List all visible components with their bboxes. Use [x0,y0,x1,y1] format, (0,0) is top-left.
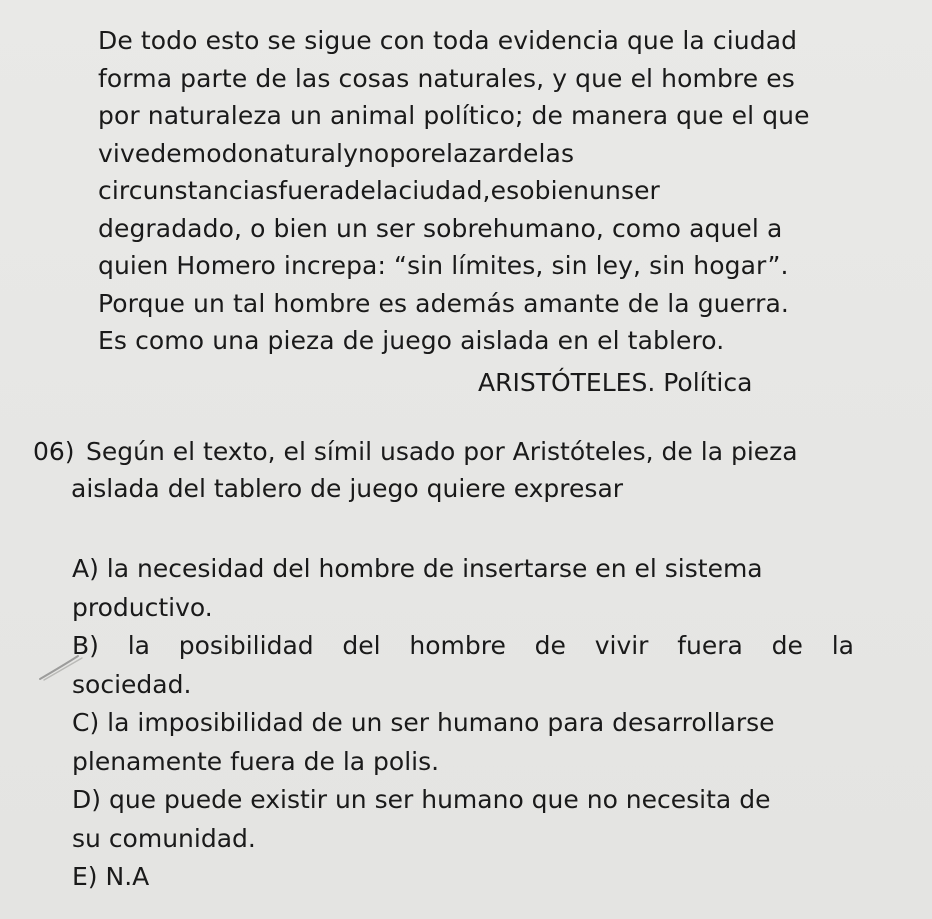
question-06 [33,433,853,507]
word: o [519,176,535,205]
passage-line [98,135,850,173]
word: del [342,631,381,660]
word: de [507,138,539,168]
word: circunstancias [98,176,279,205]
word: hombre [409,631,506,660]
question-line-1 [33,437,798,466]
word: de [344,176,376,205]
passage-line [98,172,850,210]
word: de [150,138,182,168]
word: la [375,176,399,205]
word: B) [72,631,99,660]
option-d-line-1: D) que puede existir un ser humano que no necesita de [72,785,771,814]
option-b-line-2: sociedad. [72,669,192,699]
passage-line: Porque un tal hombre es además amante de la guerra. [98,288,789,318]
option-e-line-1: E) N.A [72,862,150,891]
word: fuera [278,176,345,205]
passage-line: por naturaleza un animal político; de manera que el que [98,101,810,130]
word: la [127,631,150,660]
word: bien [534,176,590,205]
passage-line: forma parte de las cosas naturales, y que el hombre es [98,63,795,93]
option-a-line-1: A) la necesidad del hombre de insertarse en el sistema [72,554,763,583]
word: es [490,176,520,205]
word: posibilidad [178,631,314,660]
option-d-line-2: su comunidad. [72,823,256,853]
passage-line: De todo esto se sigue con toda evidencia que la ciudad [98,26,798,55]
word: vivir [594,631,649,660]
word: azar [453,138,508,168]
word: y [343,138,358,168]
word: no [357,138,390,168]
question-number: 06) [33,437,75,466]
passage-line: Es como una pieza de juego aislada en el tablero. [98,326,725,355]
question-text-2: aislada del tablero de juego quiere expresar [71,474,624,503]
word: el [430,138,454,168]
word: fuera [677,631,743,660]
word: vive [98,138,151,168]
word: de [534,631,566,660]
option-e[interactable] [72,858,854,897]
passage-attribution: ARISTÓTELES. Política [478,368,753,397]
word: las [538,138,575,168]
passage-line: degradado, o bien un ser sobrehumano, como aquel a [98,213,783,243]
option-c-line-2: plenamente fuera de la polis. [72,746,440,776]
question-text-1: Según el texto, el símil usado por Aristóteles, de la pieza [86,437,798,466]
passage-quote [98,22,850,360]
word: natural [253,138,344,168]
word: ser [620,176,660,205]
answer-options [72,550,854,897]
option-b[interactable] [72,627,854,704]
passage-line: quien Homero increpa: “sin límites, sin ley, sin hogar”. [98,251,789,280]
option-a-line-2: productivo. [72,592,213,622]
option-b-line-1 [72,627,854,666]
word: modo [181,138,253,168]
word: ciudad, [398,176,491,205]
word: por [389,138,431,168]
option-c-line-1: C) la imposibilidad de un ser humano para desarrollarse [72,708,775,737]
option-d[interactable] [72,781,854,858]
option-a[interactable] [72,550,854,627]
word: de [771,631,803,660]
option-c[interactable] [72,704,854,781]
word: un [589,176,621,205]
word: la [831,631,854,660]
